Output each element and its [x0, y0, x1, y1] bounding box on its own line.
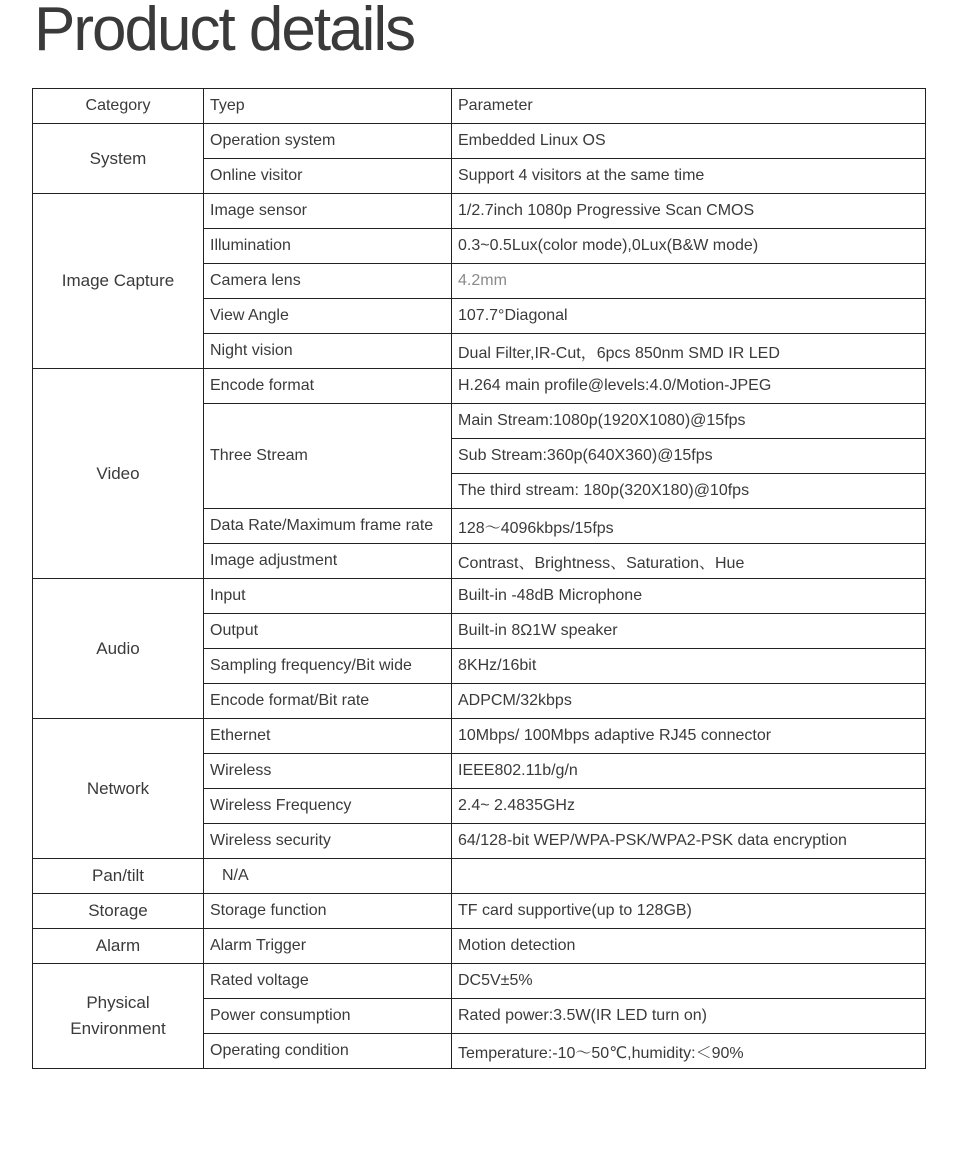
table-row: [33, 194, 926, 229]
category-cell: Pan/tilt: [33, 859, 204, 894]
parameter-cell: Dual Filter,IR-Cut，6pcs 850nm SMD IR LED: [452, 334, 926, 369]
type-cell: Alarm Trigger: [204, 929, 452, 964]
parameter-cell: 64/128-bit WEP/WPA-PSK/WPA2-PSK data encryption: [452, 824, 926, 859]
type-cell: Wireless: [204, 754, 452, 789]
type-cell: Operating condition: [204, 1034, 452, 1069]
category-cell: Image Capture: [33, 194, 204, 369]
type-cell: Rated voltage: [204, 964, 452, 999]
parameter-cell: ADPCM/32kbps: [452, 684, 926, 719]
type-cell: View Angle: [204, 299, 452, 334]
table-row: [33, 964, 926, 999]
type-cell: N/A: [204, 859, 452, 894]
table-row: [33, 929, 926, 964]
type-cell: Output: [204, 614, 452, 649]
parameter-cell: 107.7°Diagonal: [452, 299, 926, 334]
parameter-cell: TF card supportive(up to 128GB): [452, 894, 926, 929]
parameter-cell: [452, 859, 926, 894]
parameter-cell: 8KHz/16bit: [452, 649, 926, 684]
type-cell: Image adjustment: [204, 544, 452, 579]
type-cell: Wireless Frequency: [204, 789, 452, 824]
spec-table: [32, 88, 926, 1069]
type-cell: Storage function: [204, 894, 452, 929]
type-cell: Three Stream: [204, 404, 452, 509]
table-row: [33, 859, 926, 894]
parameter-cell: Rated power:3.5W(IR LED turn on): [452, 999, 926, 1034]
table-row: [33, 719, 926, 754]
parameter-cell: The third stream: 180p(320X180)@10fps: [452, 474, 926, 509]
parameter-cell: Built-in -48dB Microphone: [452, 579, 926, 614]
parameter-cell: 128〜4096kbps/15fps: [452, 509, 926, 544]
table-row: [33, 369, 926, 404]
parameter-cell: IEEE802.11b/g/n: [452, 754, 926, 789]
parameter-cell: Embedded Linux OS: [452, 124, 926, 159]
parameter-cell: 1/2.7inch 1080p Progressive Scan CMOS: [452, 194, 926, 229]
page-title: Product details: [34, 0, 415, 64]
category-cell: Storage: [33, 894, 204, 929]
type-cell: Input: [204, 579, 452, 614]
type-cell: Power consumption: [204, 999, 452, 1034]
parameter-cell: Built-in 8Ω1W speaker: [452, 614, 926, 649]
parameter-cell: 4.2mm: [452, 264, 926, 299]
type-cell: Wireless security: [204, 824, 452, 859]
type-cell: Data Rate/Maximum frame rate: [204, 509, 452, 544]
type-cell: Image sensor: [204, 194, 452, 229]
type-cell: Encode format: [204, 369, 452, 404]
category-cell: Network: [33, 719, 204, 859]
category-cell: Alarm: [33, 929, 204, 964]
parameter-cell: Sub Stream:360p(640X360)@15fps: [452, 439, 926, 474]
table-row: [33, 124, 926, 159]
type-cell: Operation system: [204, 124, 452, 159]
type-cell: Ethernet: [204, 719, 452, 754]
category-cell: System: [33, 124, 204, 194]
parameter-cell: Contrast、Brightness、Saturation、Hue: [452, 544, 926, 579]
header-parameter: Parameter: [452, 89, 926, 124]
type-cell: Camera lens: [204, 264, 452, 299]
table-row: [33, 894, 926, 929]
category-cell: Physical Environment: [33, 964, 204, 1069]
parameter-cell: Temperature:-10〜50℃,humidity:＜90%: [452, 1034, 926, 1069]
type-cell: Illumination: [204, 229, 452, 264]
category-cell: Audio: [33, 579, 204, 719]
parameter-cell: 0.3~0.5Lux(color mode),0Lux(B&W mode): [452, 229, 926, 264]
header-type: Tyep: [204, 89, 452, 124]
parameter-cell: 2.4~ 2.4835GHz: [452, 789, 926, 824]
parameter-cell: DC5V±5%: [452, 964, 926, 999]
parameter-cell: Motion detection: [452, 929, 926, 964]
header-category: Category: [33, 89, 204, 124]
type-cell: Night vision: [204, 334, 452, 369]
category-cell: Video: [33, 369, 204, 579]
type-cell: Encode format/Bit rate: [204, 684, 452, 719]
parameter-cell: Support 4 visitors at the same time: [452, 159, 926, 194]
parameter-cell: H.264 main profile@levels:4.0/Motion-JPEG: [452, 369, 926, 404]
type-cell: Online visitor: [204, 159, 452, 194]
table-row: [33, 579, 926, 614]
parameter-cell: 10Mbps/ 100Mbps adaptive RJ45 connector: [452, 719, 926, 754]
table-header-row: [33, 89, 926, 124]
type-cell: Sampling frequency/Bit wide: [204, 649, 452, 684]
parameter-cell: Main Stream:1080p(1920X1080)@15fps: [452, 404, 926, 439]
